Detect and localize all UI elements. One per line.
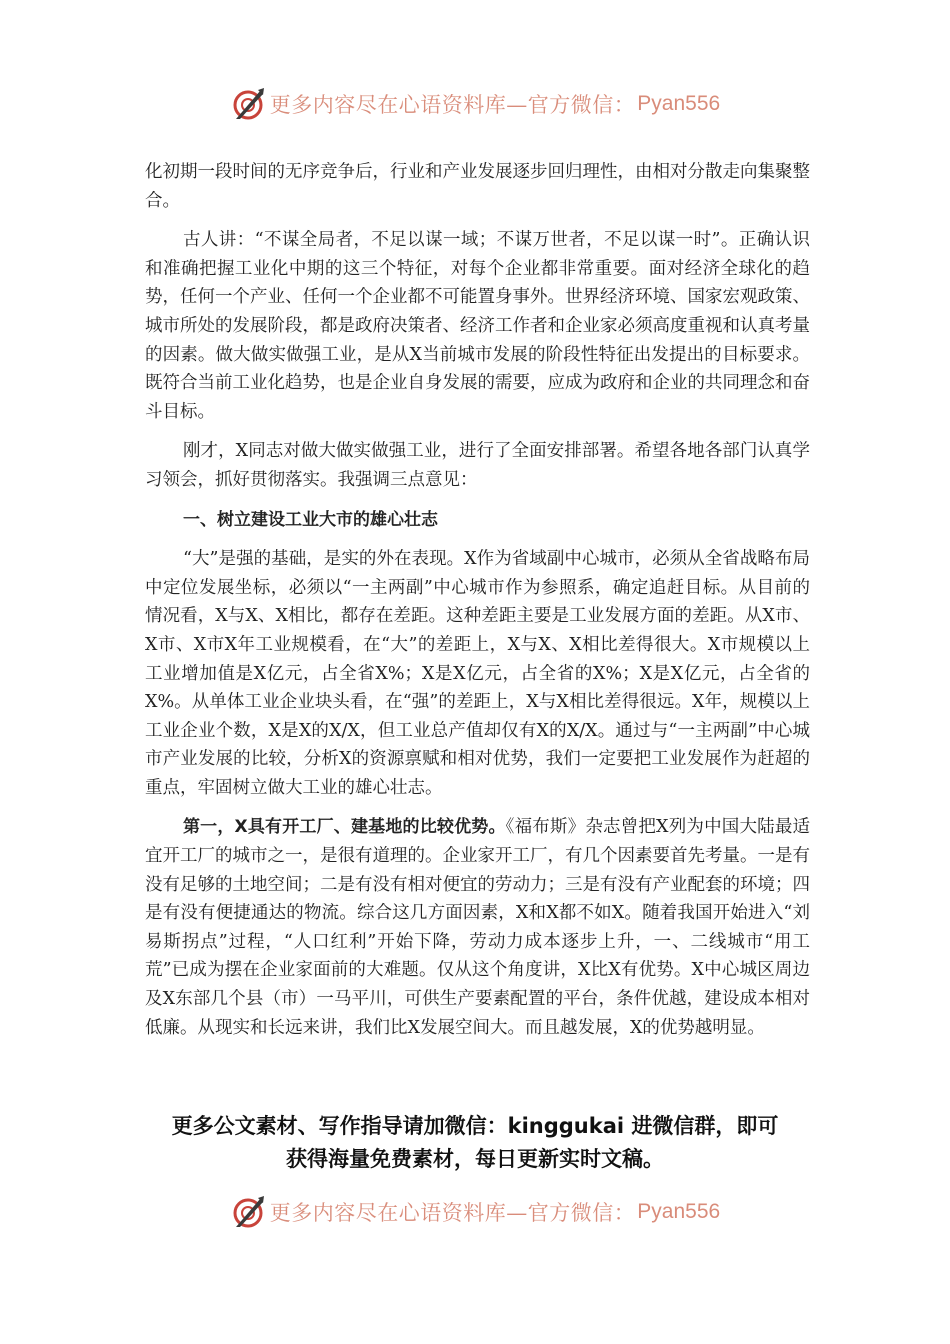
promo-notice: [120, 1110, 830, 1176]
banner-wechat-id: Pyan556: [637, 92, 721, 115]
paragraph-lead: 第一，X具有开工厂、建基地的比较优势。: [183, 817, 506, 838]
header-banner: [0, 84, 950, 124]
document-body: [145, 158, 810, 1042]
footer-banner: [0, 1192, 950, 1232]
quill-logo-icon: [230, 86, 266, 122]
section-heading: 一、树立建设工业大市的雄心壮志: [183, 509, 438, 530]
paragraph-ancient-saying: 古人讲：“不谋全局者，不足以谋一域；不谋万世者，不足以谋一时”。正确认识和准确把握工业化中期的这三个特征，对每个企业都非常重要。面对经济全球化的趋势，任何一个产业、任何一个企业都不可能置身事外。世界经济环境、国家宏观政策、城市所处的发展阶段，都是政府决策者、经济工作者和企业家必须高度重视和认真考量的因素。做大做实做强工业，是从X当前城市发展的阶段性特征出发提出的目标要求。既符合当前工业化趋势，也是企业自身发展的需要，应成为政府和企业的共同理念和奋斗目标。: [145, 230, 810, 422]
paragraph-body: 《福布斯》杂志曾把X列为中国大陆最适宜开工厂的城市之一，是很有道理的。企业家开工厂，有几个因素要首先考量。一是有没有足够的土地空间；二是有没有相对便宜的劳动力；三是有没有产业配套的环境；四是有没有便捷通达的物流。综合这几方面因素，X和X都不如X。随着我国开始进入“刘易斯拐点”过程，“人口红利”开始下降，劳动力成本逐步上升，一、二线城市“用工荒”已成为摆在企业家面前的大难题。仅从这个角度讲，X比X有优势。X中心城区周边及X东部几个县（市）一马平川，可供生产要素配置的平台，条件优越，建设成本相对低廉。从现实和长远来讲，我们比X发展空间大。而且越发展，X的优势越明显。: [145, 817, 810, 1038]
promo-line-2: 获得海量免费素材，每日更新实时文稿。: [286, 1147, 664, 1171]
banner-wechat-id: Pyan556: [637, 1200, 721, 1223]
quill-logo-icon: [230, 1194, 266, 1230]
paragraph-first-advantage: [145, 813, 810, 1042]
paragraph-big-basis: “大”是强的基础，是实的外在表现。X作为省域副中心城市，必须从全省战略布局中定位发展坐标，必须以“一主两副”中心城市作为参照系，确定追赶目标。从目前的情况看，X与X、X相比，都存在差距。这种差距主要是工业发展方面的差距。从X市、X市、X市X年工业规模看，在“大”的差距上，X与X、X相比差得很大。X市规模以上工业增加值是X亿元，占全省X%；X是X亿元，占全省的X%；X是X亿元，占全省的X%。从单体工业企业块头看，在“强”的差距上，X与X相比差得很远。X年，规模以上工业企业个数，X是X的X/X，但工业总产值却仅有X的X/X。通过与“一主两副”中心城市产业发展的比较，分析X的资源禀赋和相对优势，我们一定要把工业发展作为赶超的重点，牢固树立做大工业的雄心壮志。: [145, 549, 810, 798]
banner-text: 更多内容尽在心语资料库—官方微信：: [269, 93, 636, 117]
paragraph-deployment: 刚才，X同志对做大做实做强工业，进行了全面安排部署。希望各地各部门认真学习领会，抓好贯彻落实。我强调三点意见：: [145, 441, 810, 490]
promo-line-1: 更多公文素材、写作指导请加微信：kinggukai 进微信群，即可: [171, 1114, 779, 1138]
banner-text: 更多内容尽在心语资料库—官方微信：: [269, 1201, 636, 1225]
paragraph-continuation: 化初期一段时间的无序竞争后，行业和产业发展逐步回归理性，由相对分散走向集聚整合。: [145, 162, 810, 211]
